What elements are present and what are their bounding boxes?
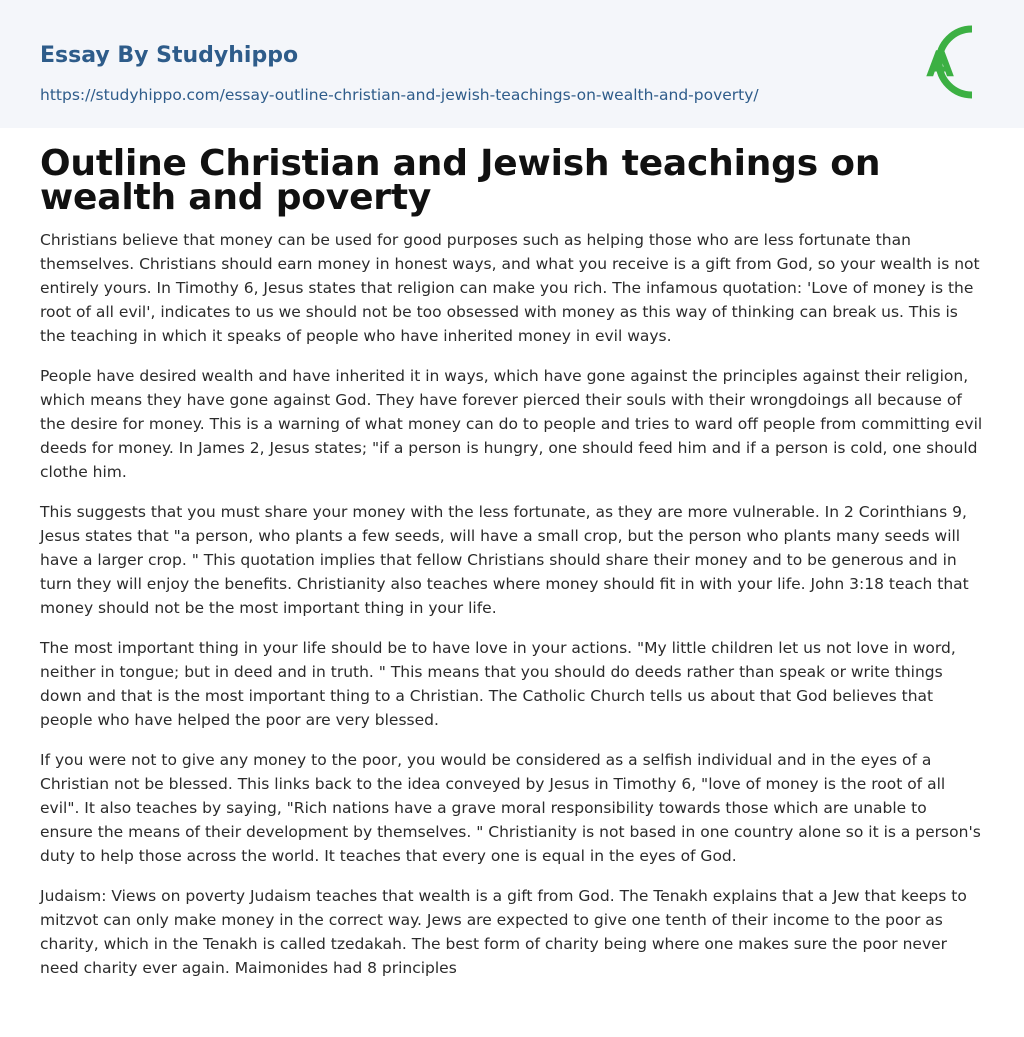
- logo-letter: A: [926, 44, 954, 85]
- article-paragraph-5: If you were not to give any money to the poor, you would be considered as a selfish individual and in the eyes of a Christian not be blessed. This links back to the idea conveyed by Jesus in Timothy 6, "love of money is the root of all evil". It also teaches by saying, "Rich nations have a grave moral responsibility towards those which are unable to ensure the means of their development by themselves. " Christianity is not based in one country alone so it is a person's duty to help those across the world. It teaches that every one is equal in the eyes of God.: [40, 751, 981, 865]
- article-paragraph-3: This suggests that you must share your money with the less fortunate, as they are more vulnerable. In 2 Corinthians 9, Jesus states that "a person, who plants a few seeds, will have a small crop, but the person who plants many seeds will have a larger crop. " This quotation implies that fellow Christians should share their money and to be generous and in turn they will enjoy the benefits. Christianity also teaches where money should fit in with your life. John 3:18 teach that money should not be the most important thing in your life.: [40, 503, 969, 617]
- article-paragraph-1: Christians believe that money can be used for good purposes such as helping those who are less fortunate than themselves. Christians should earn money in honest ways, and what you receive is a gift from God, so your wealth is not entirely yours. In Timothy 6, Jesus states that religion can make you rich. The infamous quotation: 'Love of money is the root of all evil', indicates to us we should not be too obsessed with money as this way of thinking can break us. This is the teaching in which it speaks of people who have inherited money in evil ways.: [40, 231, 980, 345]
- article-title: Outline Christian and Jewish teachings on wealth and poverty: [40, 143, 881, 218]
- site-header: [0, 0, 1024, 128]
- site-brand[interactable]: Essay By Studyhippo: [40, 43, 299, 68]
- article-paragraph-6: Judaism: Views on poverty Judaism teaches that wealth is a gift from God. The Tenakh explains that a Jew that keeps to mitzvot can only make money in the correct way. Jews are expected to give one tenth of their income to the poor as charity, which in the Tenakh is called tzedakah. The best form of charity being where one makes sure the poor never need charity ever again. Maimonides had 8 principles: [40, 887, 967, 977]
- article-paragraph-2: People have desired wealth and have inherited it in ways, which have gone against the principles against their religion, which means they have gone against God. They have forever pierced their souls with their wrongdoings all because of the desire for money. This is a warning of what money can do to people and tries to ward off people from committing evil deeds for money. In James 2, Jesus states; "if a person is hungry, one should feed him and if a person is cold, one should clothe him.: [40, 367, 983, 481]
- article: [40, 143, 984, 996]
- essay-url-link[interactable]: https://studyhippo.com/essay-outline-christian-and-jewish-teachings-on-wealth-and-poverty/: [40, 86, 759, 104]
- article-paragraph-4: The most important thing in your life should be to have love in your actions. "My little children let us not love in word, neither in tongue; but in deed and in truth. " This means that you should do deeds rather than speak or write things down and that is the most important thing to a Christian. The Catholic Church tells us about that God believes that people who have helped the poor are very blessed.: [40, 639, 956, 729]
- studyhippo-logo-icon[interactable]: [912, 18, 986, 106]
